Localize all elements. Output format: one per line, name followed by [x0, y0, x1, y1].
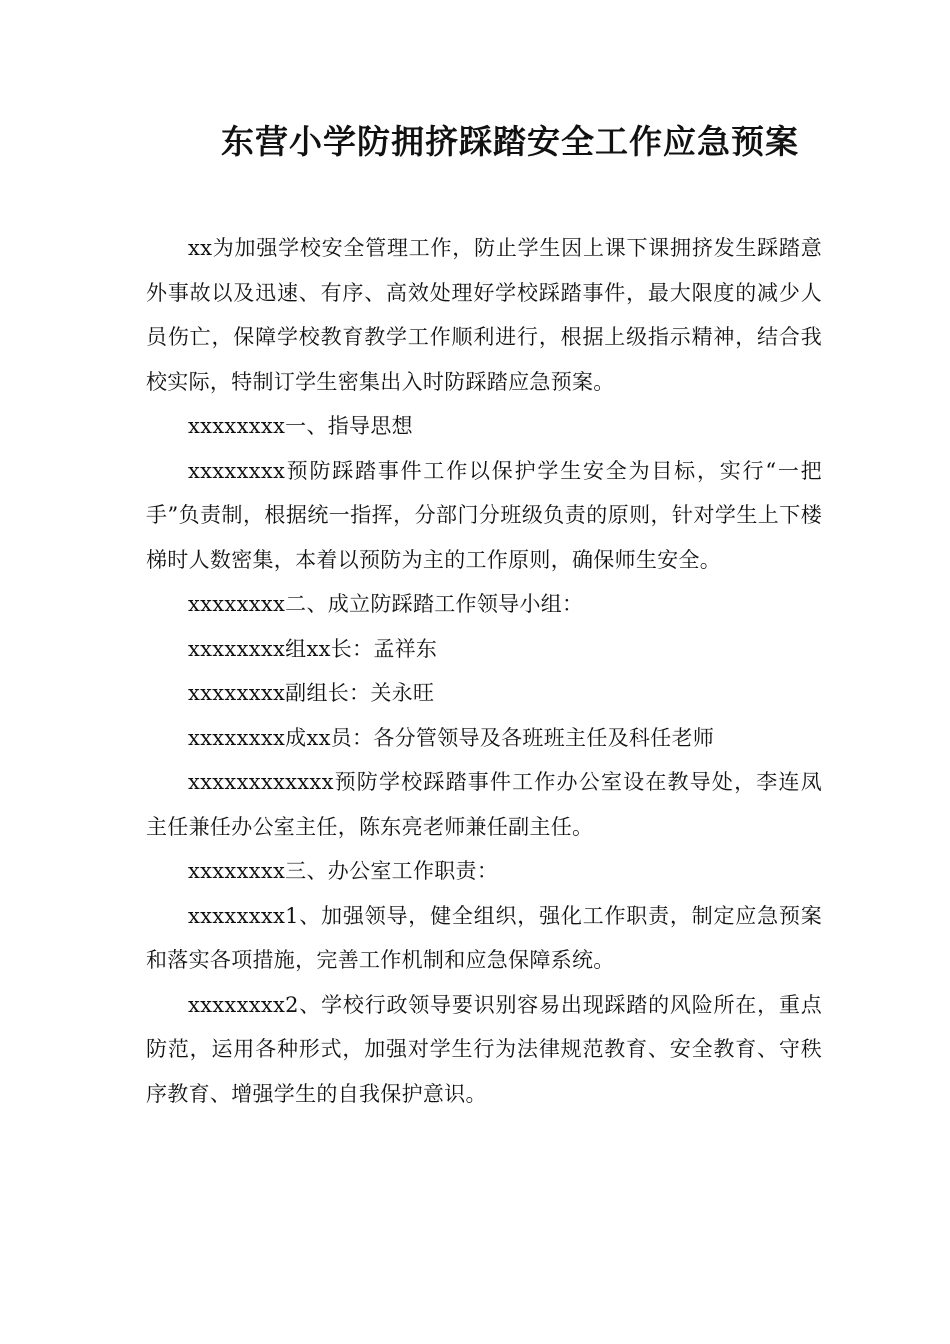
- heading-guiding-ideology: xxxxxxxx一、指导思想: [188, 414, 413, 438]
- deputy-leader-line: xxxxxxxx副组长：关永旺: [188, 681, 435, 705]
- document-title: 东营小学防拥挤踩踏安全工作应急预案: [221, 122, 799, 161]
- heading-office-duties: xxxxxxxx三、办公室工作职责：: [188, 859, 499, 883]
- leader-line: xxxxxxxx组xx长：孟祥东: [188, 636, 438, 661]
- paragraph-intro: xx为加强学校安全管理工作，防止学生因上课下课拥挤发生踩踏意外事故以及迅速、有序、高效处理好学校踩踏事件，最大限度的减少人员伤亡，保障学校教育教学工作顺利进行，根据上级指示精神，结合我校实际，特制订学生密集出入时防踩踏应急预案。: [146, 236, 822, 394]
- duty-item-2: xxxxxxxx2、学校行政领导要识别容易出现踩踏的风险所在，重点防范，运用各种形式，加强对学生行为法律规范教育、安全教育、守秩序教育、增强学生的自我保护意识。: [146, 992, 822, 1106]
- heading-leadership-group: xxxxxxxx二、成立防踩踏工作领导小组：: [188, 592, 584, 616]
- document-body: [146, 226, 822, 1116]
- duty-item-1: xxxxxxxx1、加强领导，健全组织，强化工作职责，制定应急预案和落实各项措施，完善工作机制和应急保障系统。: [146, 903, 822, 972]
- members-line: xxxxxxxx成xx员：各分管领导及各班班主任及科任老师: [188, 725, 715, 750]
- paragraph-guiding-ideology: xxxxxxxx预防踩踏事件工作以保护学生安全为目标，实行“一把手”负责制，根据统一指挥，分部门分班级负责的原则，针对学生上下楼梯时人数密集，本着以预防为主的工作原则，确保师生安全。: [146, 458, 822, 572]
- office-paragraph: xxxxxxxxxxxx预防学校踩踏事件工作办公室设在教导处，李连凤主任兼任办公室主任，陈东亮老师兼任副主任。: [146, 770, 822, 839]
